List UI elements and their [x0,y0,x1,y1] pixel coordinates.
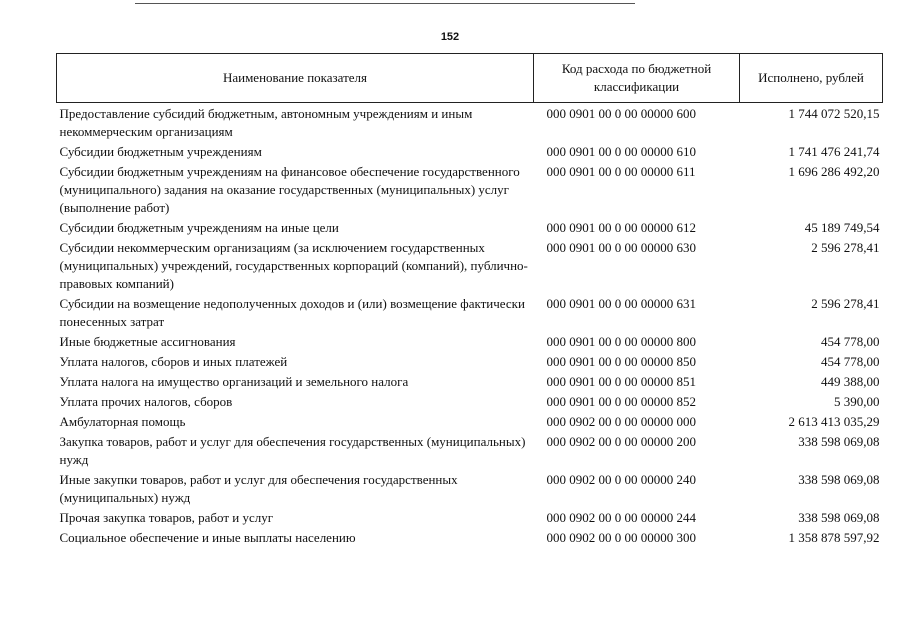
row-code-cell: 000 0901 00 0 00 00000 631 [546,296,696,311]
row-name-cell: Прочая закупка товаров, работ и услуг [59,510,274,525]
row-code-cell: 000 0901 00 0 00 00000 800 [546,334,696,349]
row-name-cell: Субсидии на возмещение недополученных доходов и (или) возмещение фактически понесенных затрат [59,296,525,329]
row-amount-cell: 5 390,00 [834,394,880,409]
row-name-cell: Закупка товаров, работ и услуг для обеспечения государственных (муниципальных) нужд [59,434,526,467]
row-amount-cell: 338 598 069,08 [798,472,880,487]
table-row [57,142,883,162]
header-name: Наименование показателя [57,54,534,103]
row-code-cell: 000 0901 00 0 00 00000 600 [546,106,696,121]
row-name-cell: Субсидии некоммерческим организациям (за исключением государственных (муниципальных) учреждений, государственных корпораций (компаний), публично-правовых компаний) [59,240,528,291]
row-amount-cell: 2 596 278,41 [811,240,880,255]
row-amount-cell: 338 598 069,08 [798,434,880,449]
row-code-cell: 000 0902 00 0 00 00000 240 [546,472,696,487]
top-rule [135,3,635,4]
row-amount-cell: 454 778,00 [821,354,880,369]
row-code-cell: 000 0901 00 0 00 00000 611 [546,164,696,179]
row-name-cell: Уплата налогов, сборов и иных платежей [59,354,288,369]
row-amount-cell: 2 596 278,41 [811,296,880,311]
table-row [57,332,883,352]
table-body [57,103,883,549]
row-name-cell: Иные бюджетные ассигнования [59,334,236,349]
row-code-cell: 000 0902 00 0 00 00000 300 [546,530,696,545]
table-row [57,372,883,392]
header-code: Код расхода по бюджетной классификации [534,54,740,103]
table-row [57,392,883,412]
row-code-cell: 000 0901 00 0 00 00000 612 [546,220,696,235]
row-amount-cell: 449 388,00 [821,374,880,389]
expenditure-table [56,53,883,548]
row-name-cell: Амбулаторная помощь [59,414,186,429]
row-name-cell: Субсидии бюджетным учреждениям на финансовое обеспечение государственного (муниципального) задания на оказание государственных (муниципальных) услуг (выполнение работ) [59,164,520,215]
row-name-cell: Социальное обеспечение и иные выплаты населению [59,530,356,545]
table-row [57,470,883,508]
row-code-cell: 000 0901 00 0 00 00000 850 [546,354,696,369]
table-row [57,218,883,238]
row-name-cell: Субсидии бюджетным учреждениям на иные цели [59,220,339,235]
table-row [57,103,883,143]
row-code-cell: 000 0902 00 0 00 00000 000 [546,414,696,429]
row-amount-cell: 1 358 878 597,92 [788,530,880,545]
table-row [57,352,883,372]
row-code-cell: 000 0902 00 0 00 00000 200 [546,434,696,449]
row-name-cell: Уплата налога на имущество организаций и земельного налога [59,374,409,389]
table-row [57,432,883,470]
row-code-cell: 000 0901 00 0 00 00000 610 [546,144,696,159]
table-row [57,162,883,218]
row-amount-cell: 45 189 749,54 [804,220,880,235]
table-row [57,238,883,294]
row-code-cell: 000 0901 00 0 00 00000 630 [546,240,696,255]
row-amount-cell: 2 613 413 035,29 [788,414,880,429]
header-row [57,54,883,103]
table-header [57,54,883,103]
row-amount-cell: 454 778,00 [821,334,880,349]
row-name-cell: Уплата прочих налогов, сборов [59,394,233,409]
header-amount: Исполнено, рублей [740,54,883,103]
row-name-cell: Субсидии бюджетным учреждениям [59,144,262,159]
row-amount-cell: 338 598 069,08 [798,510,880,525]
row-code-cell: 000 0901 00 0 00 00000 852 [546,394,696,409]
table-row [57,528,883,548]
row-amount-cell: 1 744 072 520,15 [788,106,880,121]
table-row [57,294,883,332]
table-row [57,508,883,528]
row-name-cell: Иные закупки товаров, работ и услуг для обеспечения государственных (муниципальных) нужд [59,472,458,505]
page-number: 152 [440,31,460,43]
row-code-cell: 000 0902 00 0 00 00000 244 [546,510,696,525]
table-row [57,412,883,432]
row-amount-cell: 1 741 476 241,74 [788,144,880,159]
row-amount-cell: 1 696 286 492,20 [788,164,880,179]
row-name-cell: Предоставление субсидий бюджетным, автономным учреждениям и иным некоммерческим организациям [59,106,473,139]
row-code-cell: 000 0901 00 0 00 00000 851 [546,374,696,389]
